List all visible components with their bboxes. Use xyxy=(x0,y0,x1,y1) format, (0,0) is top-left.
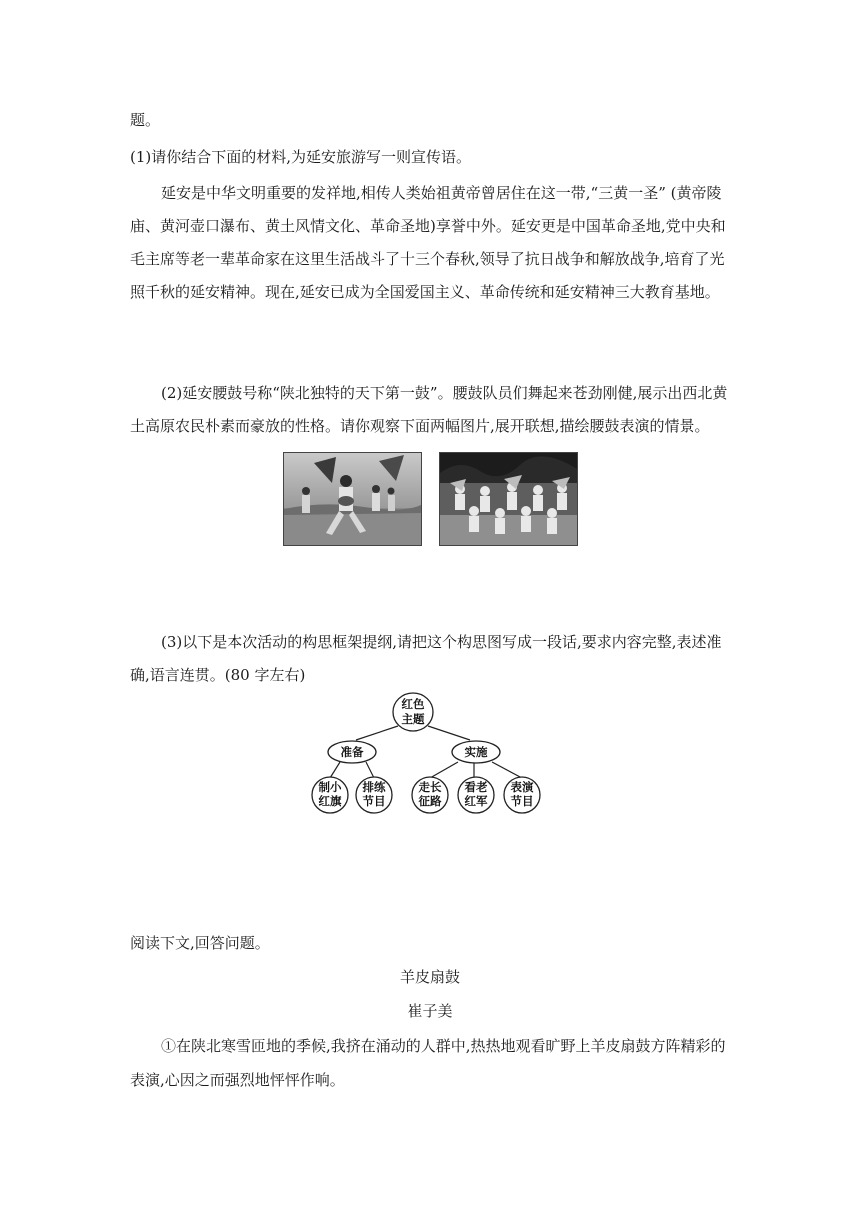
article-paragraph-1-line-2: 表演,心因之而强烈地怦怦作响。 xyxy=(130,1071,345,1089)
text-line-1: 题。 xyxy=(130,111,161,129)
leaf-1-label-2: 红旗 xyxy=(318,794,342,808)
question-1: (1)请你结合下面的材料,为延安旅游写一则宣传语。 xyxy=(130,148,472,166)
implement-label: 实施 xyxy=(464,745,488,759)
leaf-3-label-2: 征路 xyxy=(418,794,442,808)
leaf-1-label-1: 制小 xyxy=(318,780,342,794)
leaf-5-label-1: 表演 xyxy=(510,780,534,794)
question-3-line-1: (3)以下是本次活动的构思框架提纲,请把这个构思图写成一段话,要求内容完整,表述准 xyxy=(161,633,722,651)
leaf-5-label-2: 节目 xyxy=(510,794,534,808)
question-2-line-2: 土高原农民朴素而豪放的性格。请你观察下面两幅图片,展开联想,描绘腰鼓表演的情景。 xyxy=(130,417,710,435)
material-line-1: 延安是中华文明重要的发祥地,相传人类始祖黄帝曾居住在这一带,“三黄一圣” (黄帝陵 xyxy=(161,184,722,202)
yaogu-photo-left xyxy=(283,452,422,546)
article-author: 崔子美 xyxy=(407,1002,453,1020)
question-3-line-2: 确,语言连贯。(80 字左右) xyxy=(130,666,306,684)
material-line-4: 照千秋的延安精神。现在,延安已成为全国爱国主义、革命传统和延安精神三大教育基地。 xyxy=(130,283,720,301)
material-line-2: 庙、黄河壶口瀑布、黄土风情文化、革命圣地)享誉中外。延安更是中国革命圣地,党中央和 xyxy=(130,217,726,235)
prepare-label: 准备 xyxy=(340,745,364,759)
leaf-4-label-1: 看老 xyxy=(464,780,488,794)
article-paragraph-1-line-1: ①在陕北寒雪匝地的季候,我挤在涌动的人群中,热热地观看旷野上羊皮扇鼓方阵精彩的 xyxy=(161,1037,726,1055)
article-title: 羊皮扇鼓 xyxy=(399,968,460,986)
reading-instruction: 阅读下文,回答问题。 xyxy=(130,934,270,952)
root-label-1: 红色 xyxy=(401,697,425,711)
yaogu-photo-right xyxy=(439,452,578,546)
question-2-line-1: (2)延安腰鼓号称“陕北独特的天下第一鼓”。腰鼓队员们舞起来苍劲刚健,展示出西北黄 xyxy=(161,384,728,402)
concept-map xyxy=(300,690,560,820)
leaf-4-label-2: 红军 xyxy=(464,794,488,808)
leaf-3-label-1: 走长 xyxy=(418,780,442,794)
leaf-2-label-2: 节目 xyxy=(362,794,386,808)
leaf-2-label-1: 排练 xyxy=(362,780,386,794)
material-line-3: 毛主席等老一辈革命家在这里生活战斗了十三个春秋,领导了抗日战争和解放战争,培育了光 xyxy=(130,250,725,268)
root-label-2: 主题 xyxy=(401,712,425,726)
